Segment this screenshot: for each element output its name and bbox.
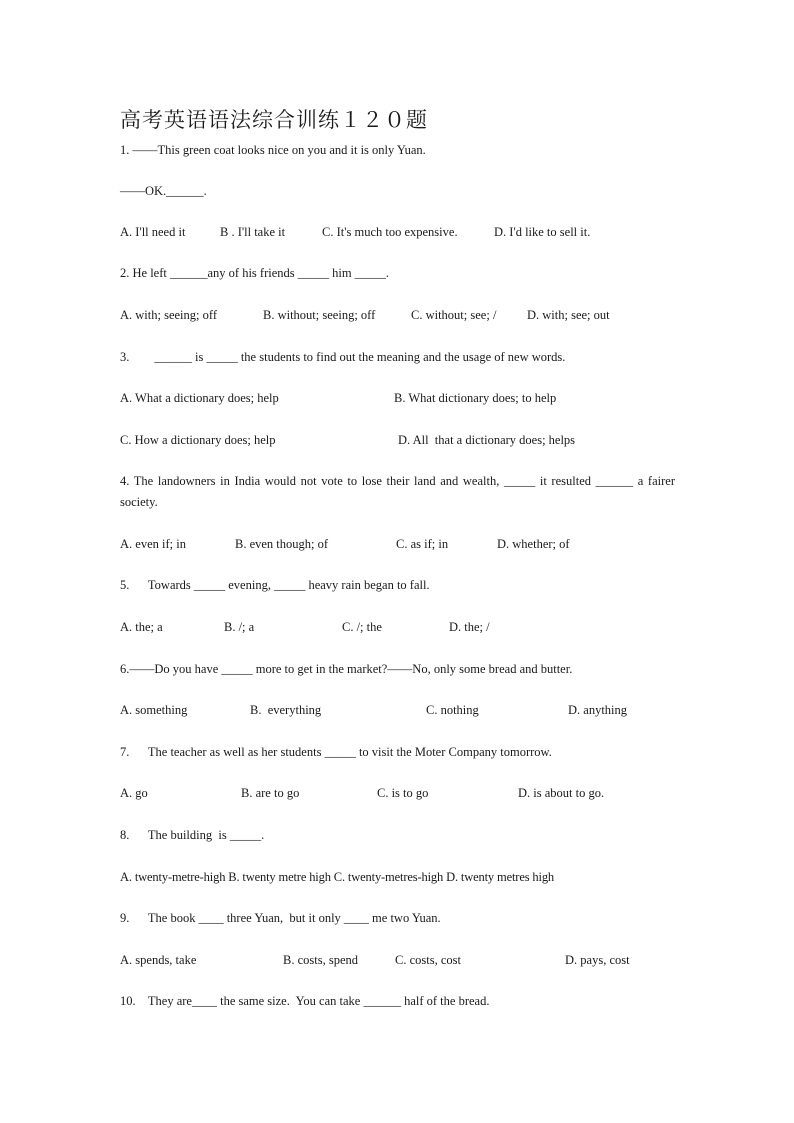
question-5-stem: 5. Towards _____ evening, _____ heavy rain began to fall. bbox=[120, 578, 430, 592]
question-9-stem: 9. The book ____ three Yuan, but it only ____ me two Yuan. bbox=[120, 911, 441, 925]
question-4-option-b: B. even though; of bbox=[235, 537, 329, 551]
question-3-option-b: B. What dictionary does; to help bbox=[394, 391, 557, 405]
question-3-stem: 3. ______ is _____ the students to find out the meaning and the usage of new words. bbox=[120, 350, 566, 364]
question-6-option-c: C. nothing bbox=[426, 703, 479, 717]
question-2-option-d: D. with; see; out bbox=[527, 308, 610, 322]
question-4-option-c: C. as if; in bbox=[396, 537, 449, 551]
question-6-option-a: A. something bbox=[120, 703, 188, 717]
question-7-stem: 7. The teacher as well as her students _____ to visit the Moter Company tomorrow. bbox=[120, 745, 552, 759]
question-1-option-a: A. I'll need it bbox=[120, 225, 186, 239]
question-6-option-d: D. anything bbox=[568, 703, 628, 717]
question-5-option-c: C. /; the bbox=[342, 620, 382, 634]
question-4-stem: 4. The landowners in India would not vote to lose their land and wealth, _____ it resulted ______ a fairer society. bbox=[120, 474, 675, 509]
question-6-option-b: B. everything bbox=[250, 703, 322, 717]
question-2-option-a: A. with; seeing; off bbox=[120, 308, 217, 322]
question-1-option-c: C. It's much too expensive. bbox=[322, 225, 458, 239]
question-1-stem: 1. ——This green coat looks nice on you and it is only Yuan. bbox=[120, 143, 426, 157]
question-5-option-d: D. the; / bbox=[449, 620, 490, 634]
question-1-option-b: B . I'll take it bbox=[220, 225, 286, 239]
question-2-option-c: C. without; see; / bbox=[411, 308, 497, 322]
question-6-stem: 6.——Do you have _____ more to get in the market?——No, only some bread and butter. bbox=[120, 662, 573, 676]
question-9-option-d: D. pays, cost bbox=[565, 953, 630, 967]
question-4-option-a: A. even if; in bbox=[120, 537, 186, 551]
question-5-option-b: B. /; a bbox=[224, 620, 255, 634]
question-1-option-d: D. I'd like to sell it. bbox=[494, 225, 591, 239]
question-3-option-a: A. What a dictionary does; help bbox=[120, 391, 279, 405]
question-7-option-c: C. is to go bbox=[377, 786, 429, 800]
question-7-option-a: A. go bbox=[120, 786, 148, 800]
question-4-option-d: D. whether; of bbox=[497, 537, 570, 551]
question-2-stem: 2. He left ______any of his friends _____ him _____. bbox=[120, 266, 390, 280]
question-5-option-a: A. the; a bbox=[120, 620, 163, 634]
question-7-option-b: B. are to go bbox=[241, 786, 300, 800]
question-2-option-b: B. without; seeing; off bbox=[263, 308, 376, 322]
question-1-response: ——OK.______. bbox=[120, 184, 207, 198]
question-10-stem: 10. They are____ the same size. You can take ______ half of the bread. bbox=[120, 994, 490, 1008]
page-title: 高考英语语法综合训练１２０题 bbox=[120, 108, 428, 132]
question-7-option-d: D. is about to go. bbox=[518, 786, 605, 800]
question-3-option-c: C. How a dictionary does; help bbox=[120, 433, 276, 447]
question-9-option-b: B. costs, spend bbox=[283, 953, 358, 967]
question-8-options: A. twenty-metre-high B. twenty metre high C. twenty-metres-high D. twenty metres high bbox=[120, 870, 555, 884]
question-9-option-a: A. spends, take bbox=[120, 953, 197, 967]
question-3-option-d: D. All that a dictionary does; helps bbox=[398, 433, 576, 447]
question-9-option-c: C. costs, cost bbox=[395, 953, 461, 967]
question-8-stem: 8. The building is _____. bbox=[120, 828, 265, 842]
